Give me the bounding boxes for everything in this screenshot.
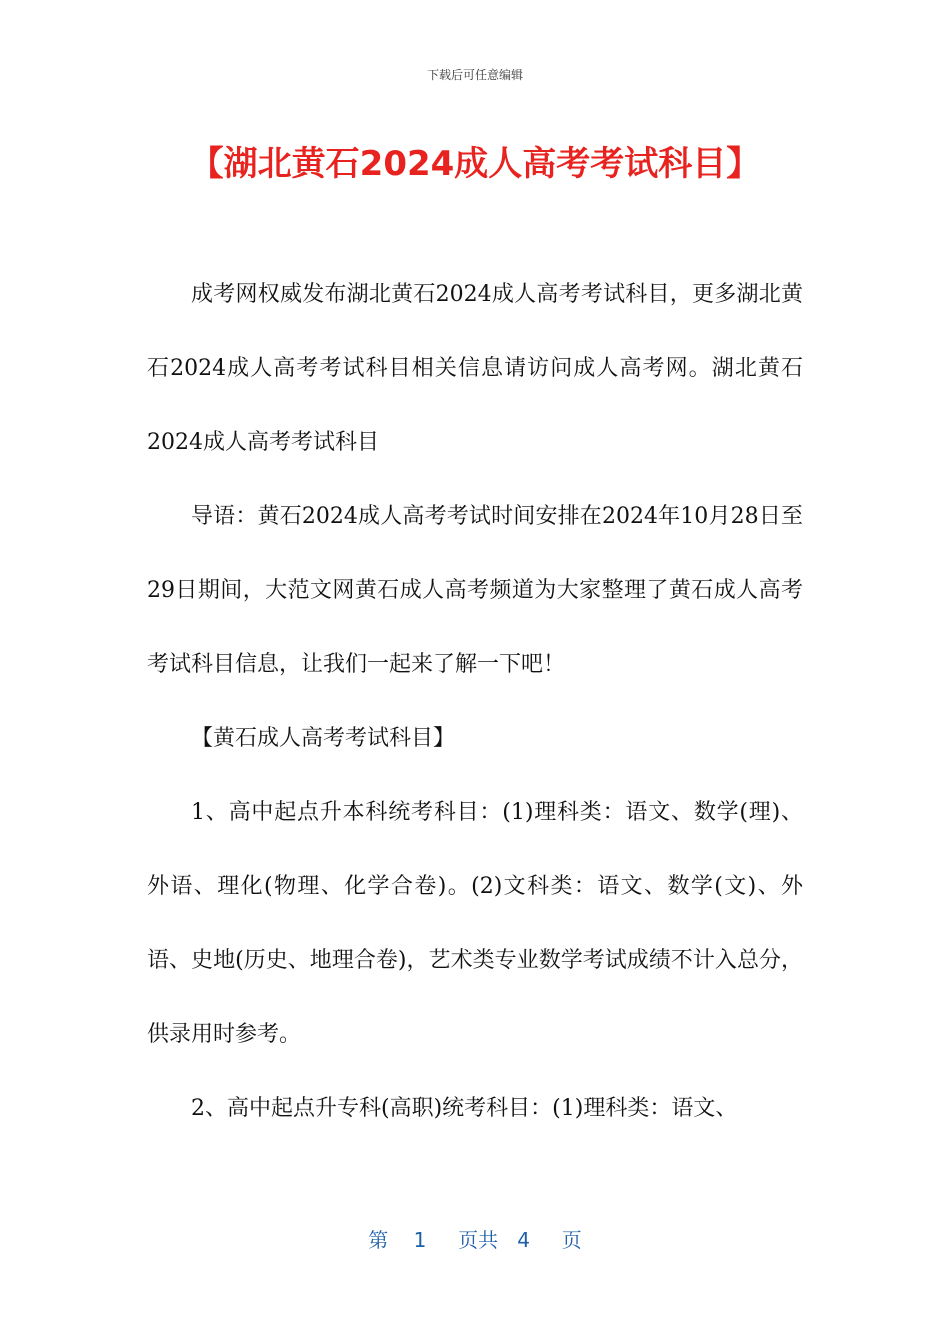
section-heading: 【黄石成人高考考试科目】 <box>191 726 456 751</box>
footer-prefix: 第 <box>368 1228 389 1252</box>
paragraph-intro: 成考网权威发布湖北黄石2024成人高考考试科目，更多湖北黄石2024成人高考考试科目相关信息请访问成人高考网。湖北黄石2024成人高考考试科目 <box>147 282 803 455</box>
header-note: 下载后可任意编辑 <box>426 68 523 82</box>
footer-total-pages: 4 <box>517 1228 530 1252</box>
paragraph-lead: 导语：黄石2024成人高考考试时间安排在2024年10月28日至29日期间，大范文网黄石成人高考频道为大家整理了黄石成人高考考试科目信息，让我们一起来了解一下吧！ <box>147 504 803 677</box>
footer-suffix: 页 <box>561 1228 582 1252</box>
document-title: 【湖北黄石2024成人高考考试科目】 <box>189 144 761 184</box>
page-footer <box>0 1224 950 1253</box>
paragraph-college-subjects: 2、高中起点升专科(高职)统考科目：(1)理科类：语文、 <box>191 1096 738 1121</box>
footer-current-page: 1 <box>413 1228 427 1252</box>
paragraph-undergrad-subjects: 1、高中起点升本科统考科目：(1)理科类：语文、数学(理)、外语、理化(物理、化学合卷)。(2)文科类：语文、数学(文)、外语、史地(历史、地理合卷)，艺术类专业数学考试成绩不计入总分，供录用时参考。 <box>147 800 803 1047</box>
footer-middle: 页共 <box>458 1228 499 1252</box>
